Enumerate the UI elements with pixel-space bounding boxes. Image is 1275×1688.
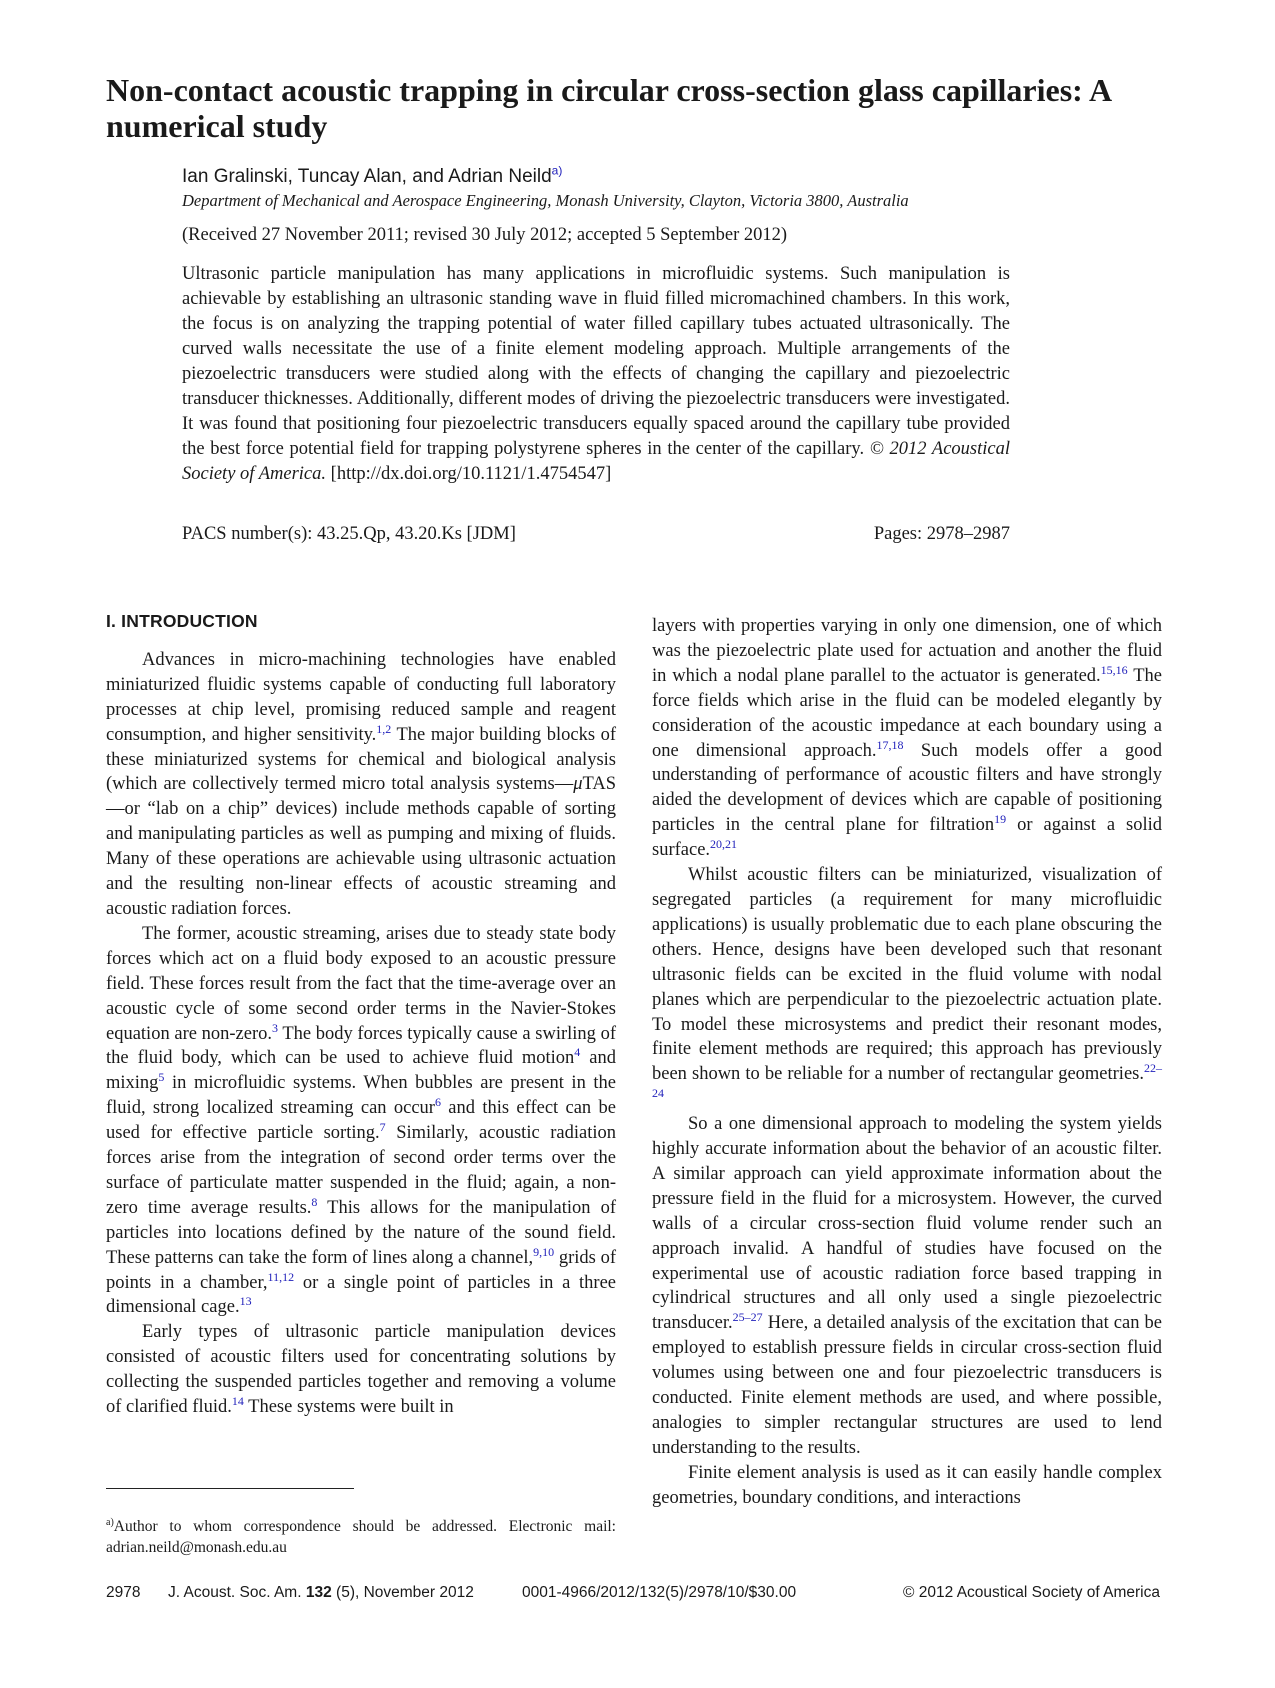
- author-list: [182, 163, 563, 188]
- paper-title: Non-contact acoustic trapping in circular cross-section glass capillaries: A numerical study: [106, 72, 1111, 144]
- intro-paragraph-3: Early types of ultrasonic particle manipulation devices consisted of acoustic filters used for concentrating solutions by collecting the suspended particles together and removing a volume of clarified fluid.$^{14}$ These systems were built in: [106, 1322, 616, 1418]
- right-column: [652, 614, 1162, 1511]
- citation-link[interactable]: 5: [158, 1070, 165, 1085]
- section-heading: I. INTRODUCTION: [106, 611, 258, 631]
- page-range: Pages: 2978–2987: [873, 524, 1010, 544]
- pacs-row: [182, 524, 1010, 545]
- footnote: [106, 1512, 616, 1558]
- pacs-numbers: PACS number(s): 43.25.Qp, 43.20.Ks [JDM]: [182, 524, 516, 544]
- citation-link[interactable]: 8: [311, 1194, 318, 1209]
- intro-paragraph-5: Whilst acoustic filters can be miniaturized, visualization of segregated particles (a requirement for many microfluidic applications) is usually problematic due to each plane obscuring the others. Hence, designs have been developed such that resonant ultrasonic fields can be excited in the fluid volume with nodal planes which are perpendicular to the piezoelectric actuation plate. To model these microsystems and predict their resonant modes, finite element methods are required; this approach has previously been shown to be reliable for a number of rectangular geometries.$^{22-24}$: [652, 865, 1162, 1101]
- affiliation: Department of Mechanical and Aerospace Engineering, Monash University, Clayton, Victoria 3800, Australia: [182, 191, 909, 210]
- author-footnote-link[interactable]: a): [551, 163, 563, 178]
- citation-link[interactable]: 20,21: [710, 837, 738, 851]
- abstract: [182, 262, 1010, 487]
- citation-link[interactable]: 9,10: [533, 1244, 555, 1259]
- citation-link[interactable]: 4: [574, 1045, 581, 1060]
- received-dates: (Received 27 November 2011; revised 30 July 2012; accepted 5 September 2012): [182, 225, 788, 245]
- citation-link[interactable]: 22–24: [652, 1061, 1162, 1101]
- footer-journal: J. Acoust. Soc. Am.: [168, 1584, 302, 1601]
- citation-link[interactable]: 19: [994, 812, 1007, 827]
- citation-link[interactable]: 7: [379, 1119, 386, 1134]
- citation-link[interactable]: 15,16: [1100, 662, 1128, 677]
- footer-volume: 132: [305, 1584, 332, 1601]
- intro-paragraph-1: Advances in micro-machining technologies have enabled miniaturized fluidic systems capable of conducting full laboratory processes at chip level, promising reduced sample and reagent consumption, and higher sensitivity.$^{1,2}$ The major building blocks of these miniaturized systems for chemical and biological analysis (which are collectively termed micro total analysis systems—μTAS—or “lab on a chip” devices) include methods capable of sorting and manipulating particles as well as pumping and mixing of fluids. Many of these operations are achievable using ultrasonic actuation and the resulting non-linear effects of acoustic streaming and acoustic radiation forces.: [106, 649, 616, 919]
- citation-link[interactable]: 1,2: [376, 721, 392, 736]
- author-names: Ian Gralinski, Tuncay Alan, and Adrian Neild: [182, 166, 552, 187]
- abstract-copyright: © 2012 Acoustical Society of America.: [182, 439, 1010, 484]
- intro-paragraph-6: So a one dimensional approach to modeling the system yields highly accurate information about the behavior of an acoustic filter. A similar approach can yield approximate information about the pressure field in the fluid for a microsystem. However, the curved walls of a circular cross-section fluid volume render such an approach invalid. A handful of studies have focused on the experimental use of acoustic radiation force based trapping in cylindrical structures and all only used a single piezoelectric transducer.$^{25-27}$ Here, a detailed analysis of the excitation that can be employed to establish pressure fields in circular cross-section fluid volumes using between one and four piezoelectric transducers is conducted. Finite element methods are used, and where possible, analogies to simpler rectangular structures are used to lend understanding to the results.: [652, 1114, 1162, 1458]
- abstract-text: Ultrasonic particle manipulation has many applications in microfluidic systems. Such manipulation is achievable by establishing an ultrasonic standing wave in fluid filled micromachined chambers. In this work, the focus is on analyzing the trapping potential of water filled capillary tubes actuated ultrasonically. The curved walls necessitate the use of a finite element modeling approach. Multiple arrangements of the piezoelectric transducers were studied along with the effects of changing the capillary and piezoelectric transducer thicknesses. Additionally, different modes of driving the piezoelectric transducers were investigated. It was found that positioning four piezoelectric transducers equally spaced around the capillary tube provided the best force potential field for trapping polystyrene spheres in the center of the capillary.: [182, 264, 1010, 459]
- citation-link[interactable]: 17,18: [876, 737, 904, 752]
- citation-link[interactable]: 14: [231, 1393, 244, 1408]
- citation-link[interactable]: 13: [239, 1294, 252, 1309]
- doi-link[interactable]: [http://dx.doi.org/10.1121/1.4754547]: [330, 464, 612, 484]
- italic-symbol: μ: [573, 774, 583, 795]
- citation-link[interactable]: 3: [271, 1020, 278, 1035]
- footer-code: 0001-4966/2012/132(5)/2978/10/$30.00: [522, 1584, 797, 1601]
- footnote-mark: a): [106, 1517, 114, 1528]
- citation-link[interactable]: 11,12: [267, 1269, 295, 1284]
- citation-link[interactable]: 25–27: [732, 1310, 763, 1325]
- footnote-text: Author to whom correspondence should be addressed. Electronic mail: adrian.neild@monash.edu.au: [106, 1518, 616, 1557]
- footer-page-number: 2978: [106, 1584, 141, 1601]
- footnote-divider: [106, 1488, 354, 1489]
- footer-citation: [168, 1584, 474, 1602]
- intro-paragraph-2: The former, acoustic streaming, arises due to steady state body forces which act on a fluid body exposed to an acoustic pressure field. These forces result from the fact that the time-average over an acoustic cycle of some second order terms in the Navier-Stokes equation are non-zero.$^3$ The body forces typically cause a swirling of the fluid body, which can be used to achieve fluid motion$^4$ and mixing$^5$ in microfluidic systems. When bubbles are present in the fluid, strong localized streaming can occur$^6$ and this effect can be used for effective particle sorting.$^7$ Similarly, acoustic radiation forces arise from the integration of second order terms over the surface of particulate matter suspended in the fluid; again, a non-zero time average results.$^8$ This allows for the manipulation of particles into locations defined by the nature of the sound field. These patterns can take the form of lines along a channel,$^{9,10}$ grids of points in a chamber,$^{11,12}$ or a single point of particles in a three dimensional cage.$^{13}$: [106, 923, 617, 1318]
- footer-copyright: © 2012 Acoustical Society of America: [903, 1584, 1160, 1601]
- footer-issue: (5), November 2012: [336, 1584, 474, 1601]
- left-column: [106, 609, 616, 1420]
- citation-link[interactable]: 6: [434, 1095, 441, 1110]
- intro-paragraph-4: layers with properties varying in only one dimension, one of which was the piezoelectric plate used for actuation and another the fluid in which a nodal plane parallel to the actuator is generated.$^{15,16}$ The force fields which arise in the fluid can be modeled elegantly by consideration of the acoustic impedance at each boundary using a one dimensional approach.$^{17,18}$ Such models offer a good understanding of performance of acoustic filters and have strongly aided the development of devices which are capable of positioning particles in the central plane for filtration$^{19}$ or against a solid surface.$^{20,21}$: [652, 616, 1162, 861]
- intro-paragraph-7: Finite element analysis is used as it can easily handle complex geometries, boundary conditions, and interactions: [652, 1462, 1162, 1508]
